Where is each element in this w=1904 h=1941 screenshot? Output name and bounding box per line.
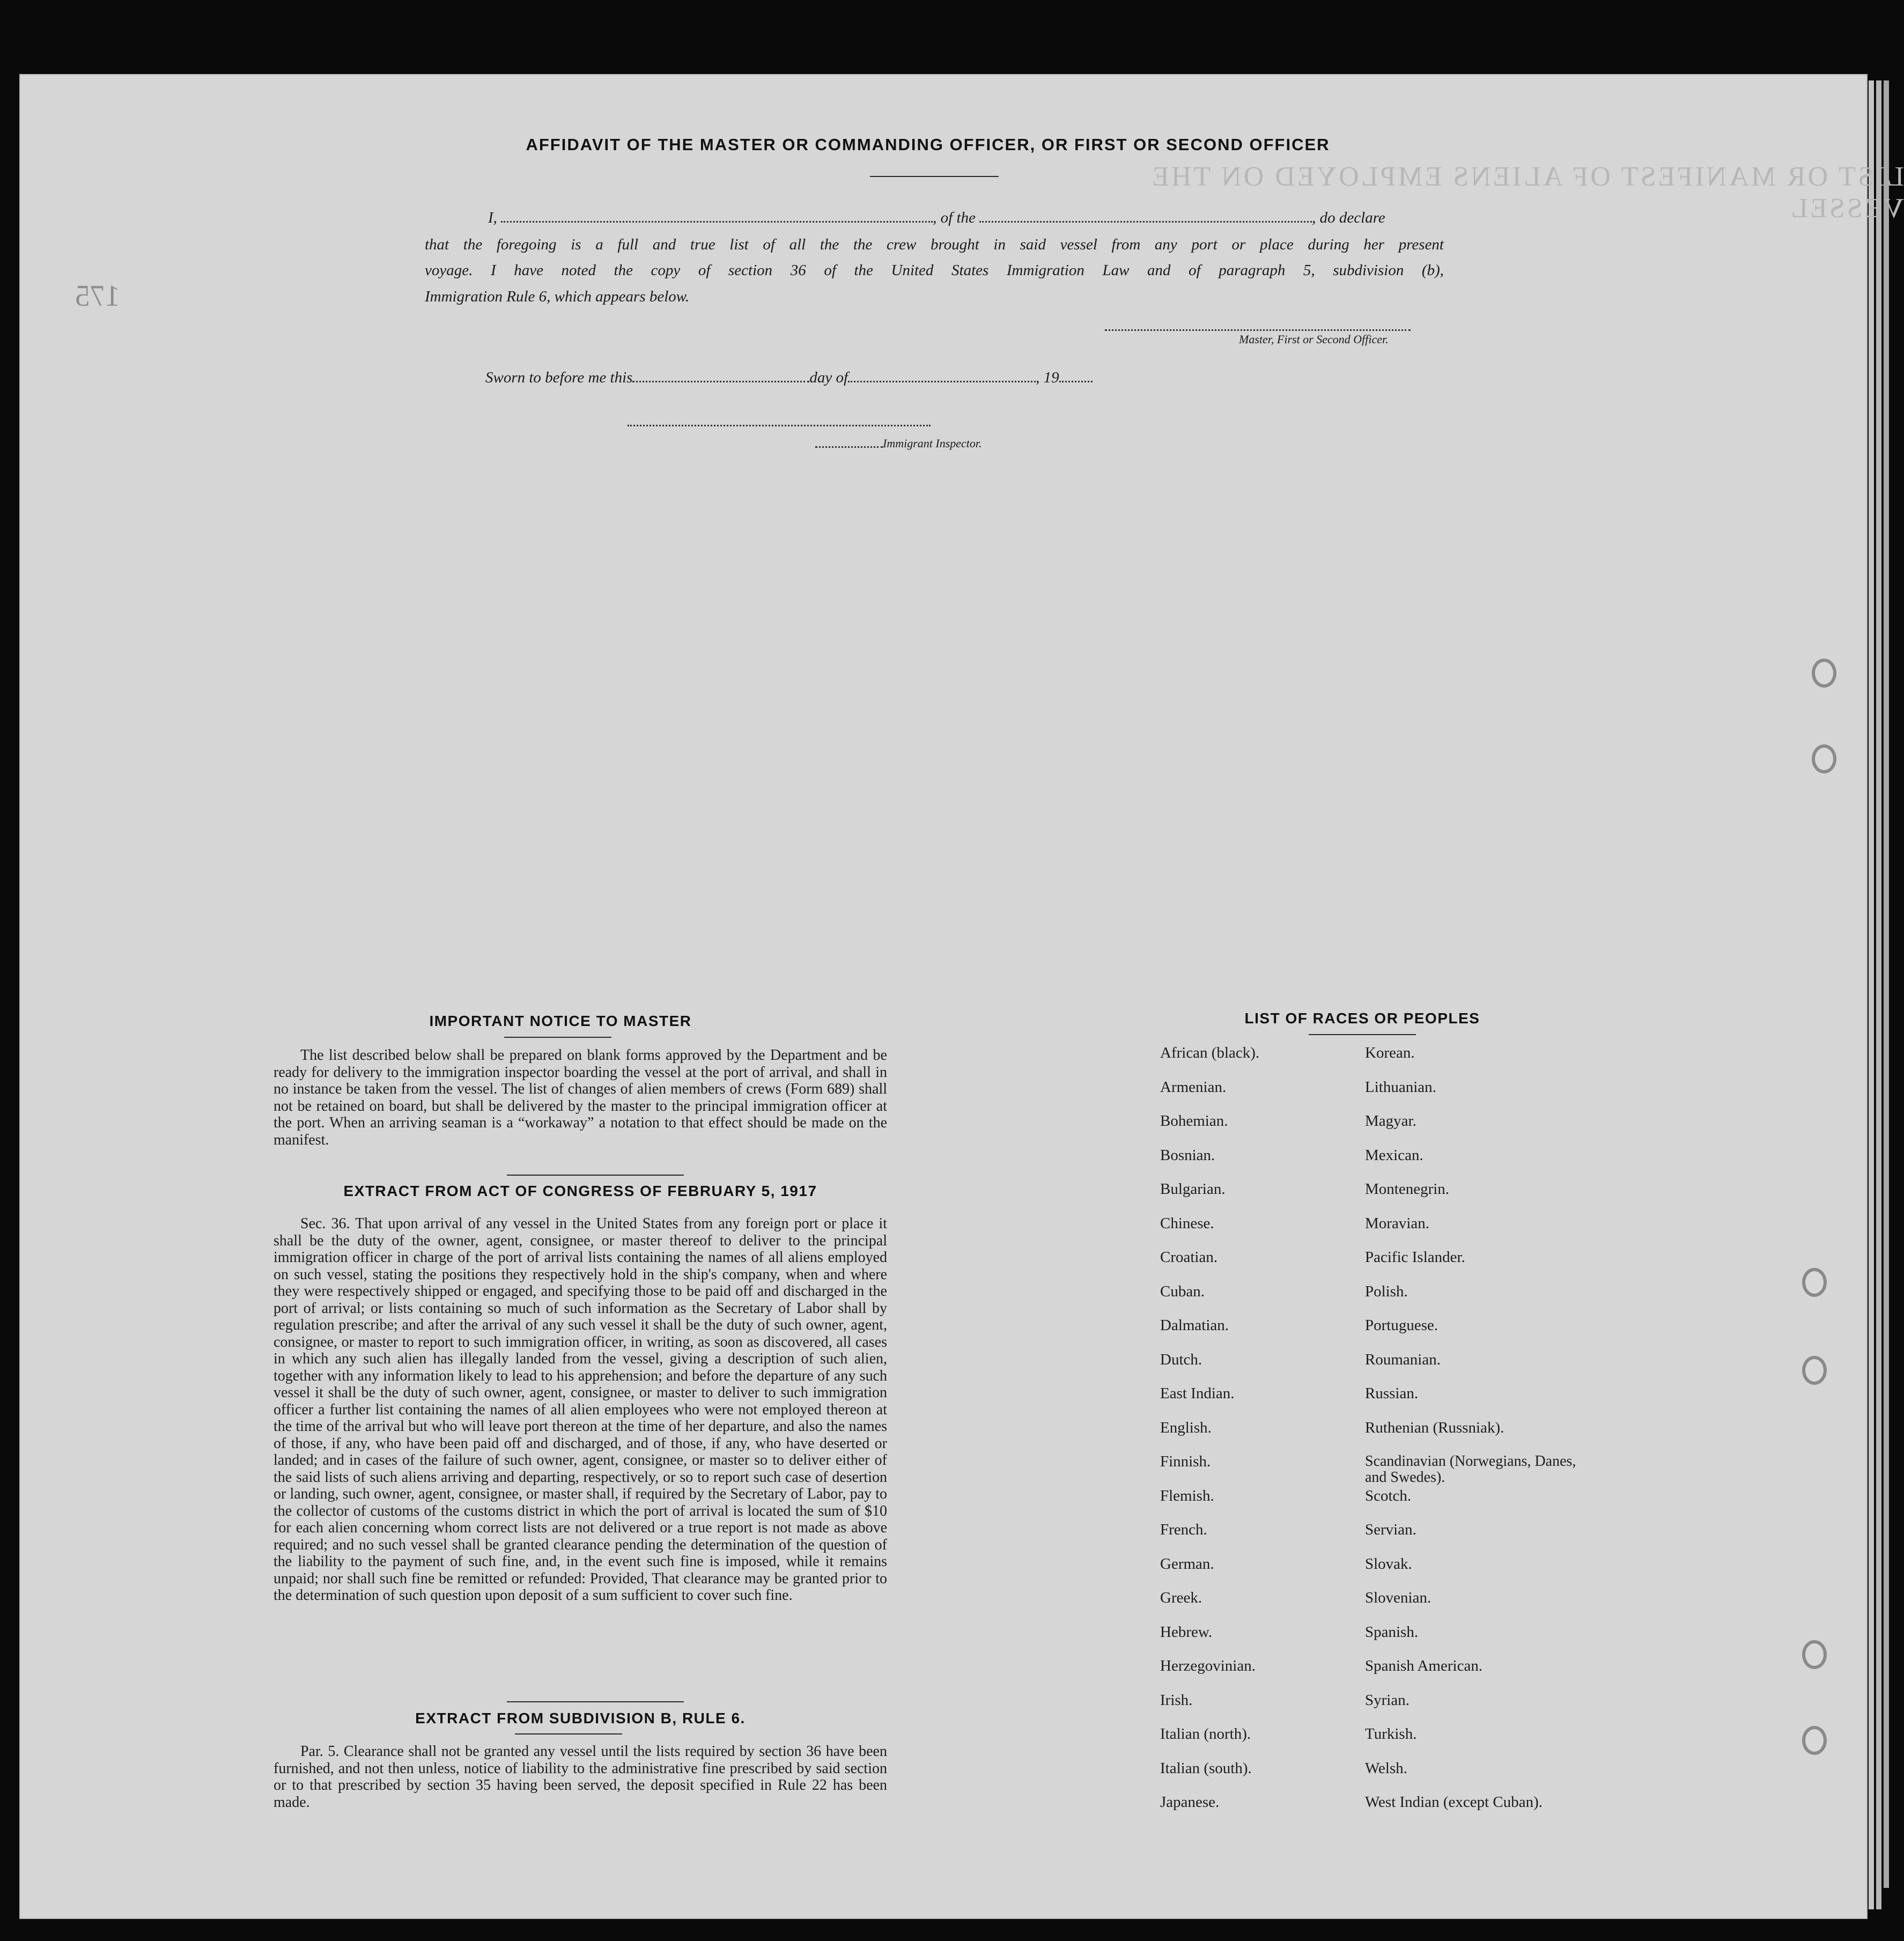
race-item: Spanish. <box>1365 1623 1419 1641</box>
sworn-label: Sworn to before me this <box>485 369 633 386</box>
race-item: Spanish American. <box>1365 1657 1483 1674</box>
race-item: English. <box>1160 1419 1212 1436</box>
race-item: Bohemian. <box>1160 1112 1228 1130</box>
races-rule <box>1309 1034 1416 1035</box>
race-item: Lithuanian. <box>1365 1078 1436 1096</box>
race-item: Japanese. <box>1160 1794 1220 1811</box>
notice-rule <box>504 1037 611 1038</box>
race-item: Pacific Islander. <box>1365 1249 1465 1266</box>
section-rule <box>507 1701 684 1702</box>
binder-hole <box>1802 1268 1827 1297</box>
notice-title: IMPORTANT NOTICE TO MASTER <box>429 1013 692 1029</box>
affidavit-declare: , do declare <box>1312 209 1385 226</box>
rule-rule <box>515 1733 622 1735</box>
race-item: Finnish. <box>1160 1453 1211 1470</box>
page-edge <box>1884 80 1889 1888</box>
affidavit-of-the: , of the <box>933 209 976 226</box>
name-blank[interactable] <box>501 216 933 223</box>
page-edge <box>1876 80 1881 1909</box>
race-item: Dalmatian. <box>1160 1317 1229 1334</box>
affidavit-title: AFFIDAVIT OF THE MASTER OR COMMANDING OFFICER, OR FIRST OR SECOND OFFICER <box>526 135 1330 154</box>
race-item: Polish. <box>1365 1282 1408 1300</box>
race-item: Scandinavian (Norwegians, Danes, and Swedes). <box>1365 1453 1576 1486</box>
race-item: Turkish. <box>1365 1725 1417 1743</box>
race-item: Chinese. <box>1160 1214 1214 1232</box>
act-text: Sec. 36. That upon arrival of any vessel in the United States from any foreign port or place it shall be the duty of the owner, agent, consignee, or master thereof to deliver to the principal immigration officer in charge of the port of arrival lists containing the names of all aliens employed on such vessel, stating the positions they respectively hold in the ship's company, when and where they were respectively shipped or engaged, and specifying those to be paid off and discharged in the port of arrival; or lists containing so much of such information as the Secretary of Labor shall by regulation prescribe; and after the arrival of any such vessel it shall be the duty of such owner, agent, consignee, or master to report to such immigration officer, in writing, as soon as discovered, all cases in which any such alien has illegally landed from the vessel, giving a description of such alien, together with any information likely to lead to his apprehension; and before the departure of any such vessel it shall be the duty of such owner, agent, consignee, or master to deliver to such immigration officer a further list containing the names of all alien employees who were not employed thereon at the time of the arrival but who will leave port thereon at the time of her departure, and also the names of those, if any, who have been paid off and discharged, and of those, if any, who have deserted or landed; and in cases of the failure of such owner, agent, consignee, or master so to deliver either of the said lists of such aliens arriving and departing, respectively, or so to report such case of desertion or landing, such owner, agent, consignee, or master shall, if required by the Secretary of Labor, pay to the collector of customs of the customs district in which the port of arrival is located the sum of $10 for each alien concerning whom correct lists are not delivered or a true report is not made as above required; and no such vessel shall be granted clearance pending the determination of the question of the liability to the payment of such fine, and, in the event such fine is imposed, while it remains unpaid; nor shall such fine be remitted or refunded: Provided, That clearance may be granted prior to the determination of such question upon deposit of a sum sufficient to cover such fine. <box>274 1215 887 1604</box>
race-item: Ruthenian (Russniak). <box>1365 1419 1504 1436</box>
binder-hole <box>1802 1640 1827 1669</box>
race-item: Irish. <box>1160 1691 1193 1709</box>
affidavit-line-4: Immigration Rule 6, which appears below. <box>425 288 690 305</box>
race-item: Greek. <box>1160 1589 1202 1606</box>
binder-hole <box>1812 744 1836 773</box>
affidavit-line-3: voyage. I have noted the copy of section 36 of the United States Immigration Law and of paragraph 5, subdivision (b), <box>425 262 1444 279</box>
rule-text: Par. 5. Clearance shall not be granted any vessel until the lists required by section 36 have been furnished, and not then unless, notice of liability to the administrative fine prescribed by said section or to that prescribed by section 35 having been served, the deposit specified in Rule 22 has been made. <box>274 1743 887 1811</box>
races-column-2 <box>1365 1045 1596 1828</box>
race-item: Croatian. <box>1160 1249 1218 1266</box>
affidavit-line-2: that the foregoing is a full and true list of all the the crew brought in said vessel from any port or place during her present <box>425 236 1444 253</box>
inspector-signature-line[interactable] <box>628 419 931 426</box>
title-rule <box>870 176 999 177</box>
binder-hole <box>1802 1726 1827 1755</box>
race-item: Armenian. <box>1160 1078 1227 1096</box>
race-item: Russian. <box>1365 1385 1419 1402</box>
race-item: Slovenian. <box>1365 1589 1431 1606</box>
race-item: Servian. <box>1365 1521 1416 1538</box>
race-item: Flemish. <box>1160 1487 1214 1504</box>
notice-text: The list described below shall be prepared on blank forms approved by the Department and be ready for delivery to the immigration inspector boarding the vessel at the port of arrival, and shall in no instance be taken from the vessel. The list of changes of alien members of crews (Form 689) shall not be retained on board, but shall be delivered by the master to the principal immigration officer at the port. When an arriving seaman is a “workaway” a notation to that effect should be made on the manifest. <box>274 1047 887 1148</box>
vessel-blank[interactable] <box>979 216 1312 223</box>
signature-caption: Master, First or Second Officer. <box>1239 333 1389 346</box>
race-item: Korean. <box>1365 1044 1415 1061</box>
year-label: , 19 <box>1036 369 1059 386</box>
day-blank[interactable] <box>632 375 809 382</box>
affidavit-line-1 <box>488 204 1507 232</box>
races-column-1 <box>1160 1045 1321 1828</box>
race-item: Slovak. <box>1365 1555 1412 1573</box>
signature-line[interactable] <box>1105 324 1411 331</box>
act-title: EXTRACT FROM ACT OF CONGRESS OF FEBRUARY 5, 1917 <box>343 1183 817 1199</box>
race-item: West Indian (except Cuban). <box>1365 1794 1543 1811</box>
race-item: Dutch. <box>1160 1350 1202 1368</box>
race-item: Italian (north). <box>1160 1725 1251 1743</box>
bleed-through-text: LIST OR MANIFEST OF ALIENS EMPLOYED ON THE VESSEL <box>1150 161 1904 224</box>
race-item: Roumanian. <box>1365 1350 1441 1368</box>
margin-number: 175 <box>75 279 120 313</box>
race-item: East Indian. <box>1160 1385 1235 1402</box>
race-item: Scotch. <box>1365 1487 1412 1504</box>
race-item: Montenegrin. <box>1365 1180 1450 1198</box>
race-item: Mexican. <box>1365 1146 1423 1164</box>
race-item: Moravian. <box>1365 1214 1429 1232</box>
race-item: German. <box>1160 1555 1214 1573</box>
race-item: Syrian. <box>1365 1691 1409 1709</box>
race-item: Magyar. <box>1365 1112 1416 1130</box>
binder-hole <box>1802 1356 1827 1385</box>
month-blank[interactable] <box>848 375 1036 382</box>
year-blank[interactable] <box>1059 375 1093 382</box>
race-item: Portuguese. <box>1365 1317 1438 1334</box>
races-title: LIST OF RACES OR PEOPLES <box>1244 1010 1480 1027</box>
race-item: Bulgarian. <box>1160 1180 1226 1198</box>
day-of-label: day of <box>809 369 848 386</box>
race-item: Hebrew. <box>1160 1623 1213 1641</box>
section-rule <box>507 1175 684 1176</box>
race-item: Italian (south). <box>1160 1759 1252 1777</box>
rule-title: EXTRACT FROM SUBDIVISION B, RULE 6. <box>415 1710 746 1726</box>
race-item: French. <box>1160 1521 1207 1538</box>
race-item: Bosnian. <box>1160 1146 1215 1164</box>
sworn-line <box>485 364 1504 392</box>
page-edge <box>1869 80 1874 1909</box>
race-item: Herzegovinian. <box>1160 1657 1256 1674</box>
race-item: African (black). <box>1160 1044 1260 1061</box>
race-item: Cuban. <box>1160 1282 1205 1300</box>
binder-hole <box>1812 659 1836 688</box>
race-item: Welsh. <box>1365 1759 1408 1777</box>
inspector-caption: Immigrant Inspector. <box>815 437 982 451</box>
affidavit-i: I, <box>488 209 497 226</box>
